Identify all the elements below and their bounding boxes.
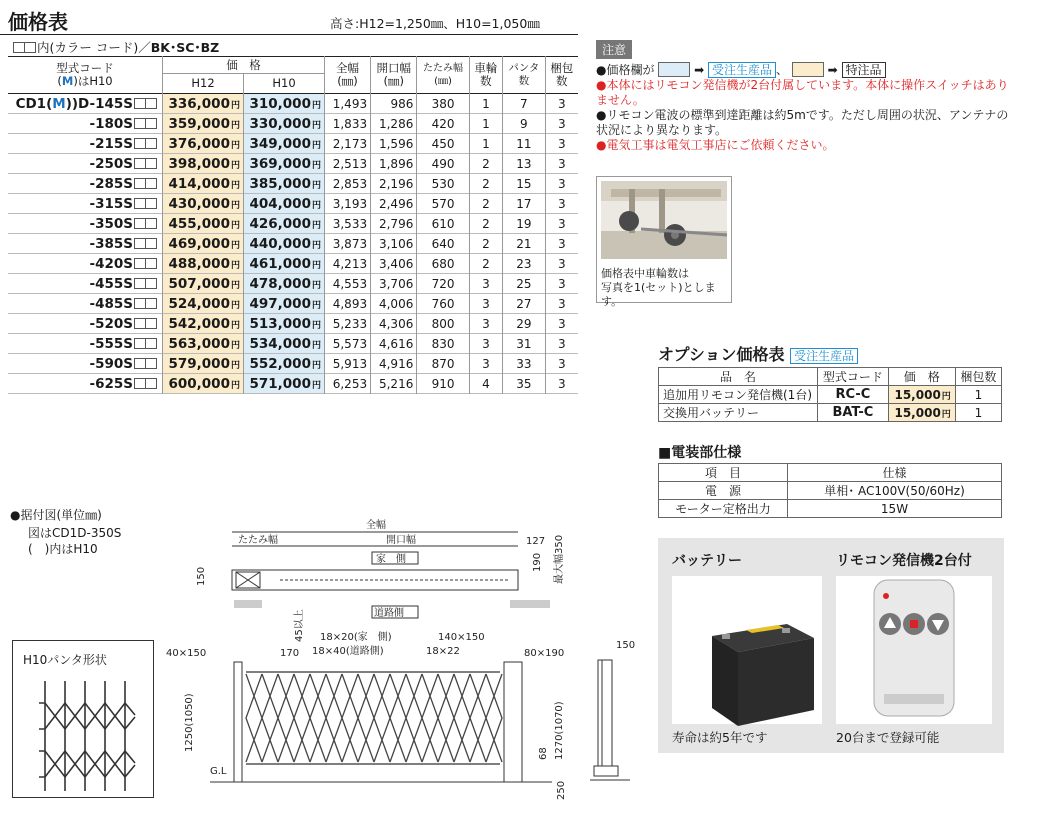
wheel-count: 1 xyxy=(469,94,502,114)
price-h10: 330,000円 xyxy=(244,114,325,134)
option-price: 15,000円 xyxy=(888,404,955,422)
header-h10: H10 xyxy=(244,74,325,94)
electrical-row xyxy=(659,482,1002,500)
total-width: 6,253 xyxy=(325,374,371,394)
wheel-count: 3 xyxy=(469,314,502,334)
folded-width: 420 xyxy=(417,114,469,134)
total-width: 1,833 xyxy=(325,114,371,134)
price-h12: 542,000円 xyxy=(163,314,244,334)
opening-width: 2,796 xyxy=(371,214,417,234)
option-pack: 1 xyxy=(955,386,1001,404)
dim-250: 250 xyxy=(556,780,567,800)
pack-count: 3 xyxy=(545,314,578,334)
panta-count: 27 xyxy=(503,294,545,314)
price-h12: 488,000円 xyxy=(163,254,244,274)
photo-caption-2: 写真を1(セット)とします。 xyxy=(601,281,716,308)
total-width: 5,573 xyxy=(325,334,371,354)
dim-tatami: たたみ幅 xyxy=(238,535,278,546)
opening-width: 3,406 xyxy=(371,254,417,274)
total-width: 4,553 xyxy=(325,274,371,294)
options-header-price: 価 格 xyxy=(888,368,955,386)
opening-width: 4,916 xyxy=(371,354,417,374)
price-h10: 571,000円 xyxy=(244,374,325,394)
folded-width: 530 xyxy=(417,174,469,194)
dim-18x22: 18×22 xyxy=(426,646,460,657)
folded-width: 800 xyxy=(417,314,469,334)
wheel-count: 3 xyxy=(469,334,502,354)
folded-width: 870 xyxy=(417,354,469,374)
panta-count: 13 xyxy=(503,154,545,174)
total-width: 5,233 xyxy=(325,314,371,334)
header-panta: パンタ 数 xyxy=(503,57,545,94)
price-row xyxy=(8,314,578,334)
price-h12: 579,000円 xyxy=(163,354,244,374)
folded-width: 640 xyxy=(417,234,469,254)
dim-150: 150 xyxy=(196,566,207,586)
header-h12: H12 xyxy=(163,74,244,94)
h10-panta-label: H10パンタ形状 xyxy=(23,653,107,667)
total-width: 5,913 xyxy=(325,354,371,374)
wheel-photo-frame xyxy=(596,176,732,308)
electrical-spec: 15W xyxy=(788,500,1002,518)
folded-width: 490 xyxy=(417,154,469,174)
price-row xyxy=(8,174,578,194)
panta-count: 19 xyxy=(503,214,545,234)
header-opening: 開口幅 (㎜) xyxy=(371,57,417,94)
price-h10: 404,000円 xyxy=(244,194,325,214)
note-item: ●本体にはリモコン発信機が2台付属しています。本体に操作スイッチはありません。 xyxy=(596,78,1009,107)
total-width: 3,193 xyxy=(325,194,371,214)
price-row xyxy=(8,294,578,314)
header-price: 価 格 xyxy=(163,57,325,74)
option-row xyxy=(659,386,1002,404)
wheel-count: 3 xyxy=(469,274,502,294)
options-tag: 受注生産品 xyxy=(790,348,858,364)
total-width: 2,853 xyxy=(325,174,371,194)
electrical-row xyxy=(659,500,1002,518)
total-width: 4,893 xyxy=(325,294,371,314)
wheel-count: 4 xyxy=(469,374,502,394)
option-row xyxy=(659,404,1002,422)
folded-width: 760 xyxy=(417,294,469,314)
pack-count: 3 xyxy=(545,354,578,374)
folded-width: 570 xyxy=(417,194,469,214)
model-code: -455S xyxy=(8,274,163,294)
notes-legend: ●価格欄が ➡ 受注生産品 、 ➡ 特注品 xyxy=(596,62,1016,78)
option-code: RC-C xyxy=(818,386,889,404)
notes-title: 注意 xyxy=(596,40,632,59)
price-h12: 524,000円 xyxy=(163,294,244,314)
header-model: 型式コード (M)はH10 xyxy=(56,61,114,88)
h10-panta-box xyxy=(12,640,154,798)
page-title: 価格表 xyxy=(8,10,68,34)
options-header-name: 品 名 xyxy=(659,368,818,386)
wheel-photo xyxy=(601,181,727,259)
opening-width: 4,616 xyxy=(371,334,417,354)
model-code: -215S xyxy=(8,134,163,154)
model-code: -485S xyxy=(8,294,163,314)
opening-width: 4,306 xyxy=(371,314,417,334)
opening-width: 2,496 xyxy=(371,194,417,214)
electrical-item: 電 源 xyxy=(659,482,788,500)
folded-width: 720 xyxy=(417,274,469,294)
model-code: -350S xyxy=(8,214,163,234)
price-h12: 376,000円 xyxy=(163,134,244,154)
wheel-count: 2 xyxy=(469,194,502,214)
gate-lattice xyxy=(246,674,502,762)
dim-80x190: 80×190 xyxy=(524,648,565,659)
dim-68: 68 xyxy=(538,747,549,760)
dim-127: 127 xyxy=(526,536,546,547)
total-width: 3,533 xyxy=(325,214,371,234)
total-width: 2,173 xyxy=(325,134,371,154)
wheel-count: 3 xyxy=(469,294,502,314)
option-code: BAT-C xyxy=(818,404,889,422)
price-row xyxy=(8,234,578,254)
diagram-sub1: 図はCD1D-350S xyxy=(28,526,122,540)
electrical-table xyxy=(658,463,1002,518)
price-row xyxy=(8,94,578,114)
price-row xyxy=(8,214,578,234)
battery-photo xyxy=(672,576,822,724)
price-h10: 497,000円 xyxy=(244,294,325,314)
dim-170: 170 xyxy=(280,648,300,659)
wheel-count: 2 xyxy=(469,214,502,234)
model-code: -555S xyxy=(8,334,163,354)
price-table xyxy=(8,56,578,394)
model-code: -625S xyxy=(8,374,163,394)
dim-150b: 150 xyxy=(616,640,636,651)
wheel-count: 2 xyxy=(469,174,502,194)
wheel-count: 1 xyxy=(469,134,502,154)
header-pack: 梱包 数 xyxy=(545,57,578,94)
header-folded: たたみ幅 (㎜) xyxy=(417,57,469,94)
price-row xyxy=(8,254,578,274)
wheel-count: 2 xyxy=(469,154,502,174)
model-code: -250S xyxy=(8,154,163,174)
price-h12: 563,000円 xyxy=(163,334,244,354)
pack-count: 3 xyxy=(545,234,578,254)
pack-count: 3 xyxy=(545,274,578,294)
folded-width: 610 xyxy=(417,214,469,234)
heights-note: 高さ:H12=1,250㎜、H10=1,050㎜ xyxy=(330,16,540,31)
price-h12: 600,000円 xyxy=(163,374,244,394)
options-title: オプション価格表 受注生産品 xyxy=(658,342,858,365)
options-table xyxy=(658,367,1002,422)
dim-18x40: 18×40(道路側) xyxy=(312,646,384,657)
price-h10: 478,000円 xyxy=(244,274,325,294)
total-width: 4,213 xyxy=(325,254,371,274)
wheel-count: 2 xyxy=(469,234,502,254)
side-view-drawing xyxy=(590,640,630,800)
folded-width: 680 xyxy=(417,254,469,274)
electrical-title: ■電装部仕様 xyxy=(658,445,742,461)
panta-count: 33 xyxy=(503,354,545,374)
dim-max350: 最大幅350 xyxy=(554,534,565,584)
panta-count: 17 xyxy=(503,194,545,214)
label-douro: 道路側 xyxy=(374,608,404,619)
options-header-pack: 梱包数 xyxy=(955,368,1001,386)
pack-count: 3 xyxy=(545,94,578,114)
notes-block xyxy=(596,62,1016,153)
price-row xyxy=(8,374,578,394)
panta-count: 25 xyxy=(503,274,545,294)
price-h12: 359,000円 xyxy=(163,114,244,134)
model-code: -590S xyxy=(8,354,163,374)
price-h10: 426,000円 xyxy=(244,214,325,234)
price-h12: 507,000円 xyxy=(163,274,244,294)
option-name: 追加用リモコン発信機(1台) xyxy=(659,386,818,404)
panta-count: 29 xyxy=(503,314,545,334)
price-h10: 461,000円 xyxy=(244,254,325,274)
install-diagram xyxy=(166,512,636,812)
price-h12: 469,000円 xyxy=(163,234,244,254)
panta-count: 35 xyxy=(503,374,545,394)
price-row xyxy=(8,354,578,374)
panta-count: 11 xyxy=(503,134,545,154)
pack-count: 3 xyxy=(545,214,578,234)
opening-width: 2,196 xyxy=(371,174,417,194)
total-width: 3,873 xyxy=(325,234,371,254)
dim-h1270: 1270(1070) xyxy=(554,701,565,760)
price-row xyxy=(8,274,578,294)
price-row xyxy=(8,334,578,354)
electrical-header-item: 項 目 xyxy=(659,464,788,482)
model-code: -180S xyxy=(8,114,163,134)
panta-count: 9 xyxy=(503,114,545,134)
header-total-width: 全幅 (㎜) xyxy=(325,57,371,94)
pack-count: 3 xyxy=(545,254,578,274)
pack-count: 3 xyxy=(545,294,578,314)
price-h10: 513,000円 xyxy=(244,314,325,334)
price-h10: 310,000円 xyxy=(244,94,325,114)
note-item: ●リモコン電波の標準到達距離は約5mです。ただし周囲の状況、アンテナの状況により異なります。 xyxy=(596,108,1009,137)
option-pack: 1 xyxy=(955,404,1001,422)
option-name: 交換用バッテリー xyxy=(659,404,818,422)
folded-width: 450 xyxy=(417,134,469,154)
folded-width: 910 xyxy=(417,374,469,394)
note-item: ●電気工事は電気工事店にご依頼ください。 xyxy=(596,138,835,152)
price-h12: 455,000円 xyxy=(163,214,244,234)
color-code-note: 内(カラー コード)／BK･SC･BZ xyxy=(12,38,219,56)
opening-width: 3,106 xyxy=(371,234,417,254)
electrical-item: モーター定格出力 xyxy=(659,500,788,518)
diagram-heading: ●据付図(単位㎜) xyxy=(10,508,102,522)
opening-width: 5,216 xyxy=(371,374,417,394)
panta-count: 23 xyxy=(503,254,545,274)
electrical-spec: 単相･ AC100V(50/60Hz) xyxy=(788,482,1002,500)
price-row xyxy=(8,114,578,134)
price-h12: 398,000円 xyxy=(163,154,244,174)
dim-140x150: 140×150 xyxy=(438,632,485,643)
opening-width: 1,596 xyxy=(371,134,417,154)
panta-count: 7 xyxy=(503,94,545,114)
total-width: 1,493 xyxy=(325,94,371,114)
model-code: -315S xyxy=(8,194,163,214)
pack-count: 3 xyxy=(545,194,578,214)
remote-photo xyxy=(836,576,992,724)
price-h10: 552,000円 xyxy=(244,354,325,374)
dim-190: 190 xyxy=(532,552,543,572)
dim-45: 45以上 xyxy=(294,609,305,642)
model-code: -420S xyxy=(8,254,163,274)
h10-panta-drawing xyxy=(39,681,135,791)
price-h10: 440,000円 xyxy=(244,234,325,254)
price-h10: 369,000円 xyxy=(244,154,325,174)
panta-count: 15 xyxy=(503,174,545,194)
model-code: -385S xyxy=(8,234,163,254)
option-price: 15,000円 xyxy=(888,386,955,404)
model-code: -520S xyxy=(8,314,163,334)
total-width: 2,513 xyxy=(325,154,371,174)
opening-width: 986 xyxy=(371,94,417,114)
opening-width: 1,896 xyxy=(371,154,417,174)
dim-kaikou: 開口幅 xyxy=(386,535,416,546)
options-header-code: 型式コード xyxy=(818,368,889,386)
price-row xyxy=(8,134,578,154)
wheel-count: 2 xyxy=(469,254,502,274)
price-h12: 336,000円 xyxy=(163,94,244,114)
price-h12: 430,000円 xyxy=(163,194,244,214)
electrical-header-spec: 仕様 xyxy=(788,464,1002,482)
battery-caption: 寿命は約5年です xyxy=(672,730,768,745)
pack-count: 3 xyxy=(545,334,578,354)
price-h10: 385,000円 xyxy=(244,174,325,194)
price-row xyxy=(8,194,578,214)
dim-18x20: 18×20(家 側) xyxy=(320,632,392,643)
panta-count: 21 xyxy=(503,234,545,254)
diagram-sub2: ( )内はH10 xyxy=(28,542,98,556)
opening-width: 4,006 xyxy=(371,294,417,314)
opening-width: 3,706 xyxy=(371,274,417,294)
label-gl: G.L xyxy=(210,766,227,777)
header-wheels: 車輪 数 xyxy=(469,57,502,94)
product-box xyxy=(658,538,1004,753)
price-row xyxy=(8,154,578,174)
price-h10: 534,000円 xyxy=(244,334,325,354)
folded-width: 380 xyxy=(417,94,469,114)
wheel-count: 1 xyxy=(469,114,502,134)
price-h12: 414,000円 xyxy=(163,174,244,194)
opening-width: 1,286 xyxy=(371,114,417,134)
folded-width: 830 xyxy=(417,334,469,354)
model-code: -285S xyxy=(8,174,163,194)
pack-count: 3 xyxy=(545,134,578,154)
pack-count: 3 xyxy=(545,374,578,394)
dim-40x150: 40×150 xyxy=(166,648,207,659)
price-h10: 349,000円 xyxy=(244,134,325,154)
photo-caption-1: 価格表中車輪数は xyxy=(601,267,689,280)
dim-zenpuku: 全幅 xyxy=(366,520,386,531)
pack-count: 3 xyxy=(545,114,578,134)
model-code: CD1(M))D-145S xyxy=(8,94,163,114)
remote-label: リモコン発信機2台付 xyxy=(836,553,972,569)
panta-count: 31 xyxy=(503,334,545,354)
remote-caption: 20台まで登録可能 xyxy=(836,730,940,745)
dim-h1250: 1250(1050) xyxy=(184,693,195,752)
wheel-count: 3 xyxy=(469,354,502,374)
pack-count: 3 xyxy=(545,174,578,194)
battery-label: バッテリー xyxy=(672,553,742,569)
label-ie: 家 側 xyxy=(376,554,406,565)
pack-count: 3 xyxy=(545,154,578,174)
